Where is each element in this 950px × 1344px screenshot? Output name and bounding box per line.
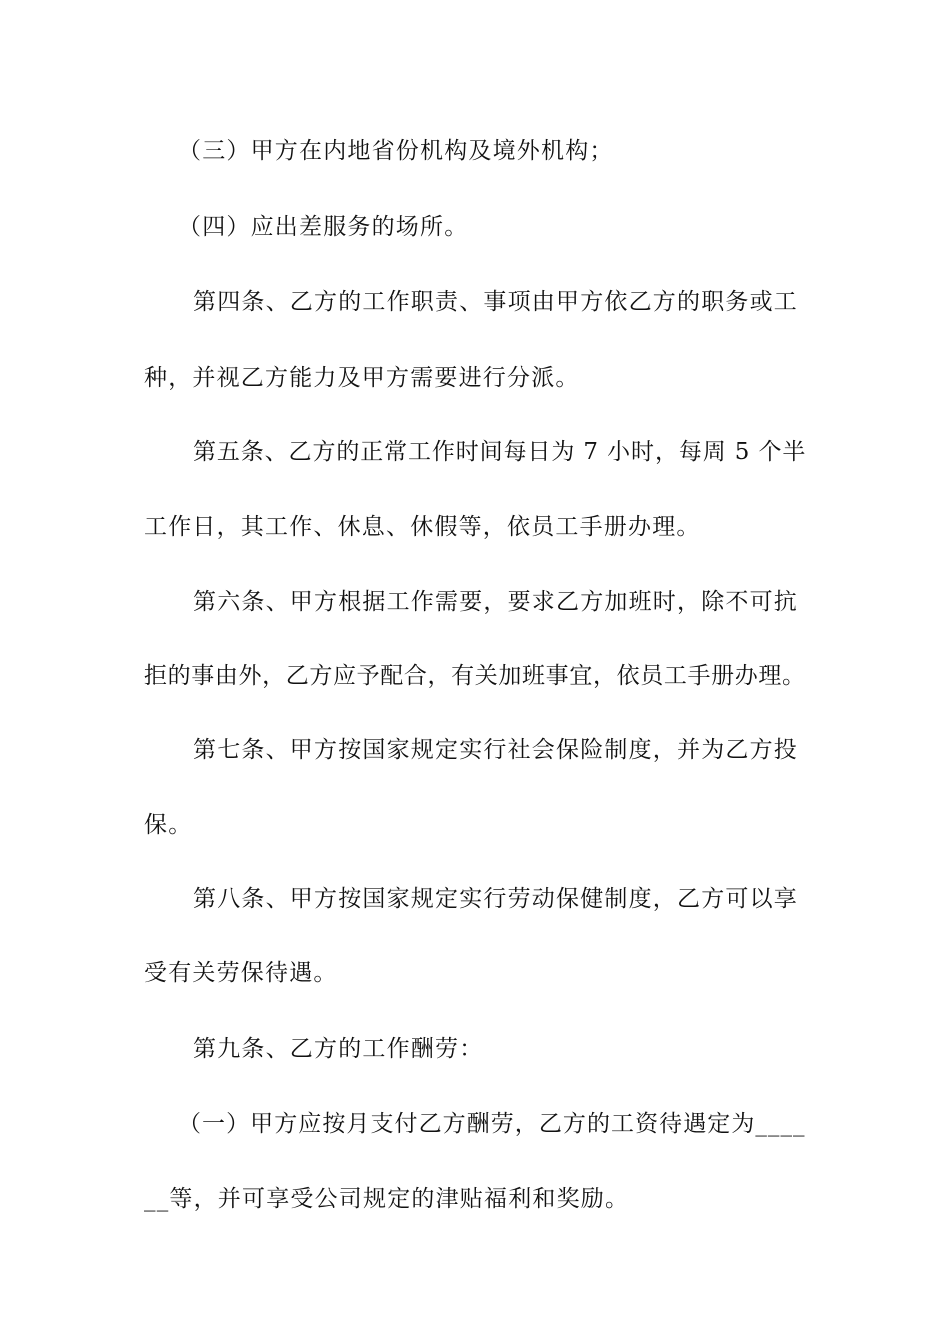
article-9-heading: 第九条、乙方的工作酬劳： [193, 1036, 484, 1062]
article-7-line-2: 保。 [144, 812, 193, 838]
article-8-line-2: 受有关劳保待遇。 [144, 960, 338, 986]
article-8-line-1: 第八条、甲方按国家规定实行劳动保健制度，乙方可以享 [193, 886, 798, 912]
clause-3-item-4: （四）应出差服务的场所。 [178, 214, 469, 240]
article-6-line-1: 第六条、甲方根据工作需要，要求乙方加班时，除不可抗 [193, 589, 798, 615]
article-5-line-1: 第五条、乙方的正常工作时间每日为 7 小时，每周 5 个半 [193, 439, 807, 465]
article-6-line-2: 拒的事由外，乙方应予配合，有关加班事宜，依员工手册办理。 [144, 663, 806, 689]
article-4-line-1: 第四条、乙方的工作职责、事项由甲方依乙方的职务或工 [193, 289, 798, 315]
article-7-line-1: 第七条、甲方按国家规定实行社会保险制度，并为乙方投 [193, 737, 798, 763]
article-9-item-1-line-1: （一）甲方应按月支付乙方酬劳，乙方的工资待遇定为____ [178, 1111, 806, 1137]
clause-3-item-3: （三）甲方在内地省份机构及境外机构； [178, 138, 614, 164]
article-5-line-2: 工作日，其工作、休息、休假等，依员工手册办理。 [144, 514, 701, 540]
article-9-item-1-line-2: __等，并可享受公司规定的津贴福利和奖励。 [144, 1186, 630, 1212]
article-4-line-2: 种，并视乙方能力及甲方需要进行分派。 [144, 365, 580, 391]
